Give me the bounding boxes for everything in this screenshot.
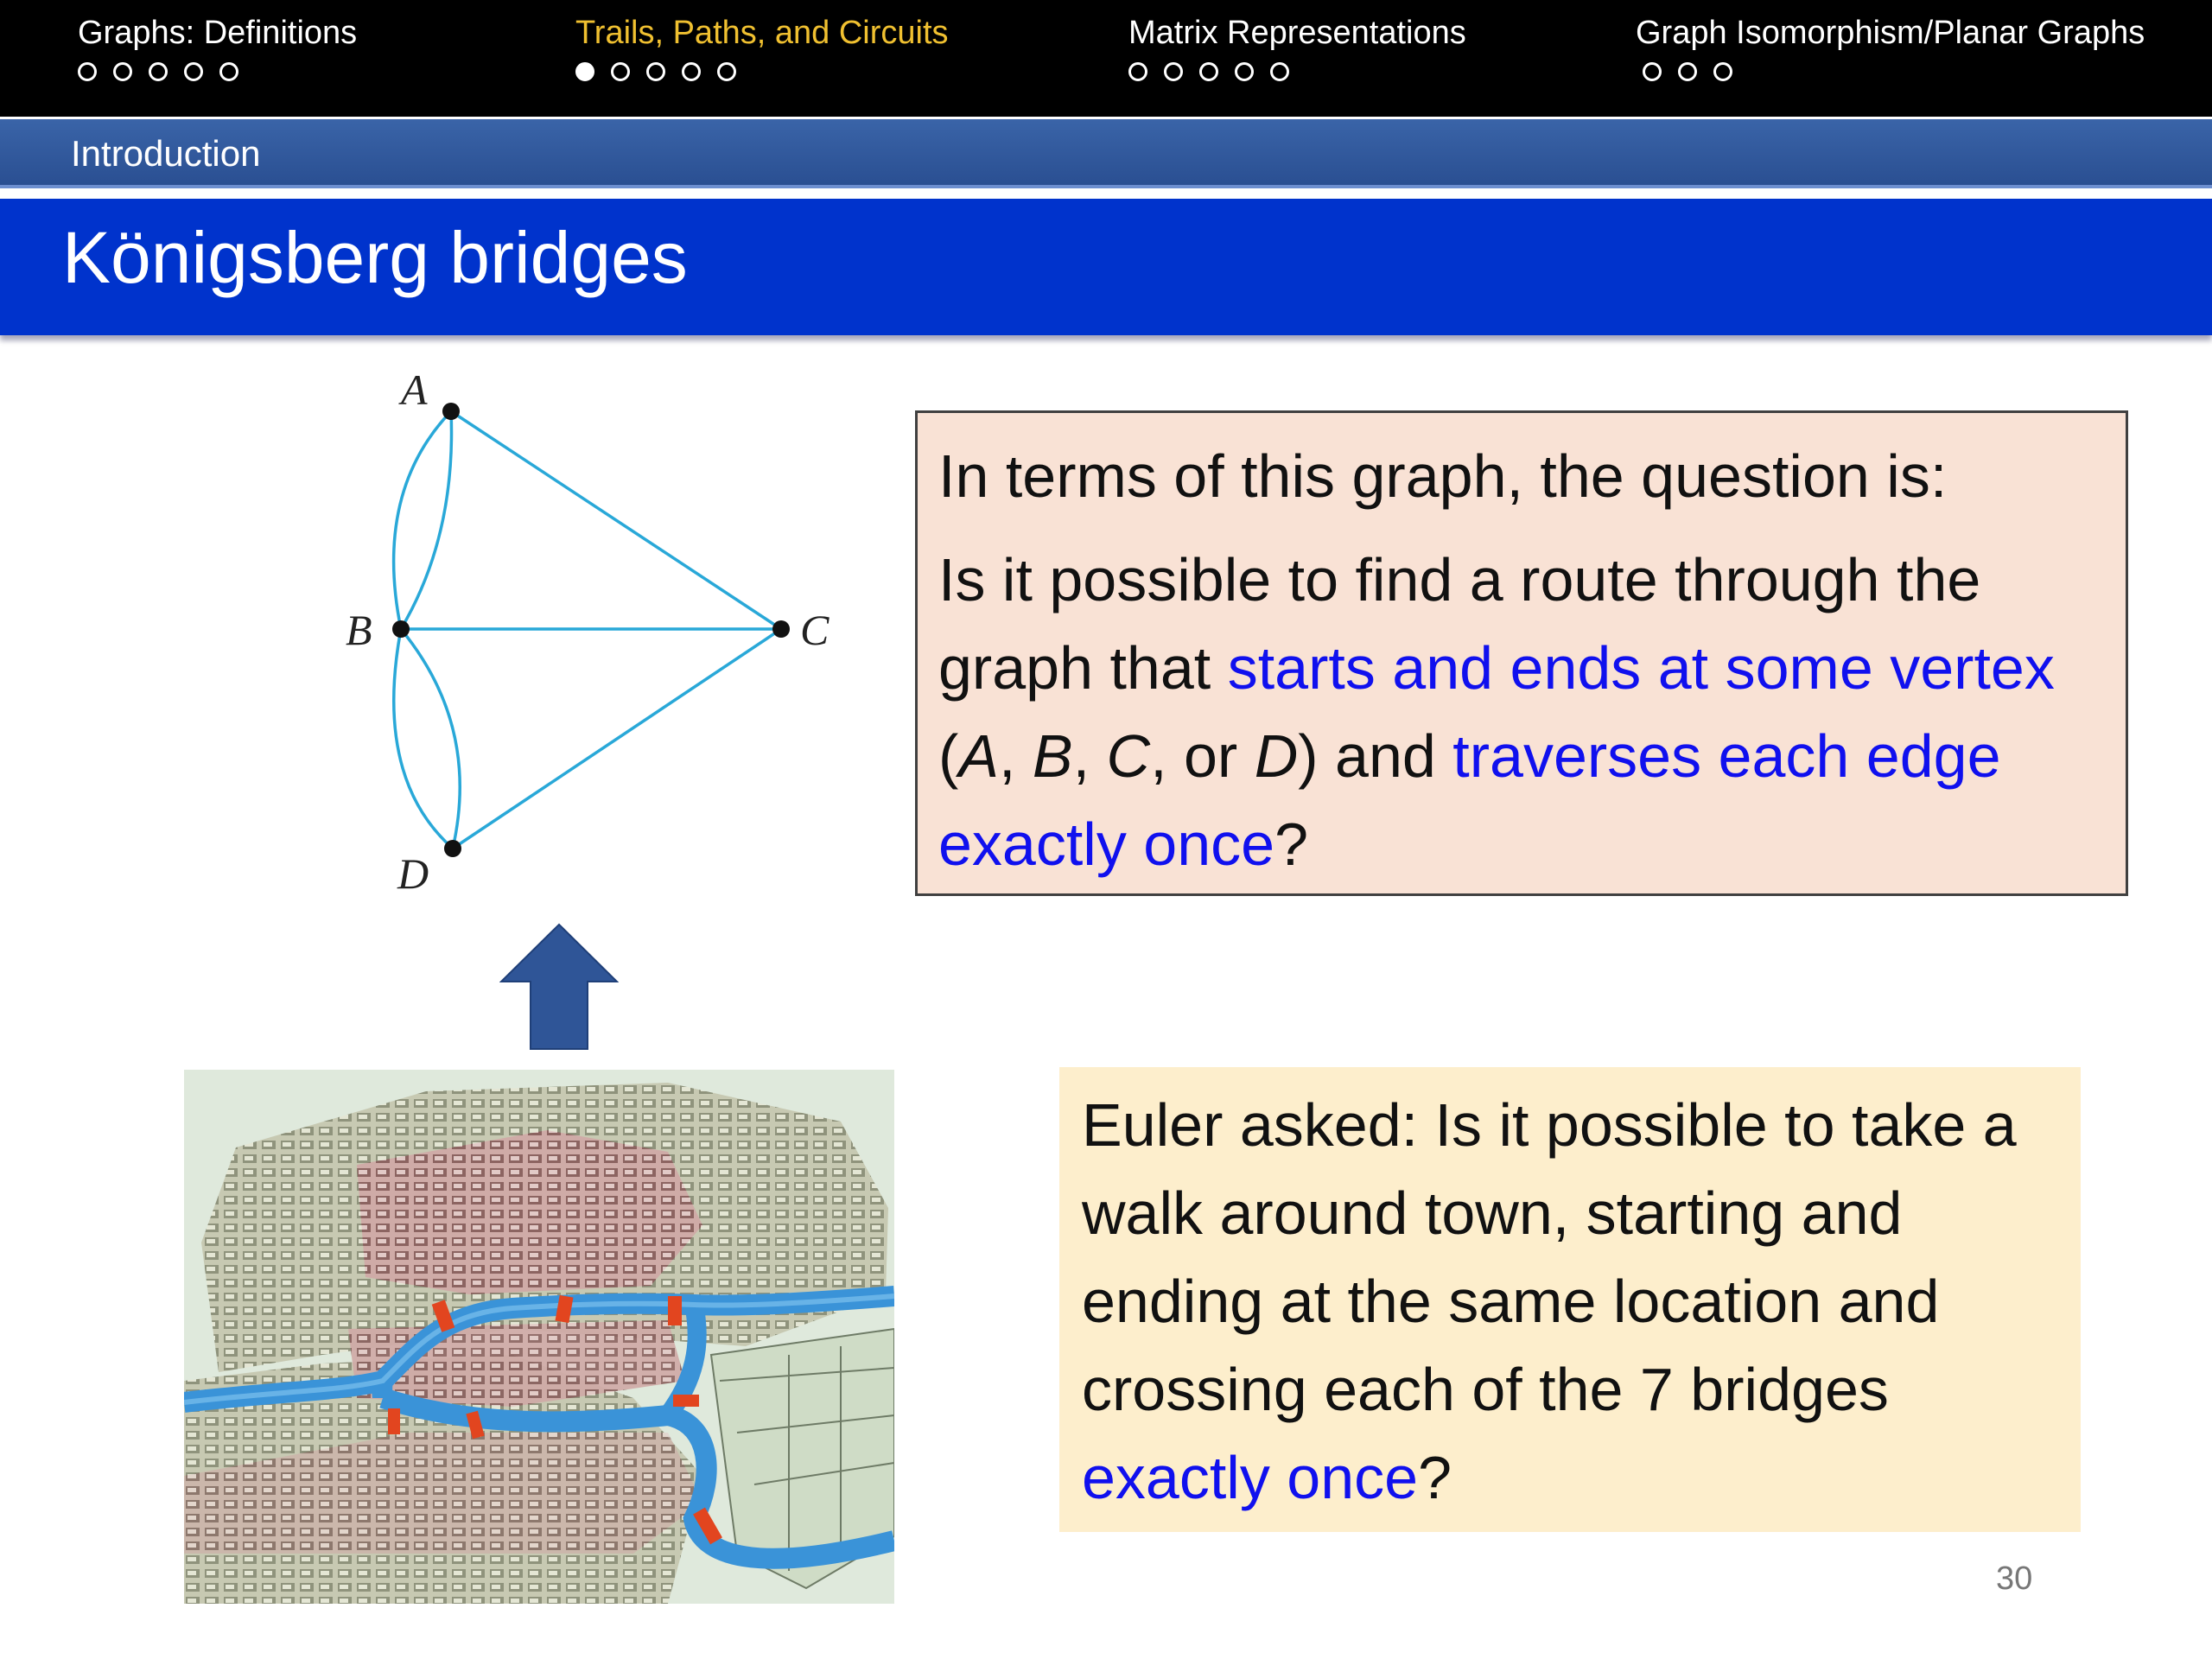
question-text-part: , (999, 722, 1033, 790)
konigsberg-map-image (184, 1070, 894, 1604)
nav-section-title[interactable]: Graphs: Definitions (78, 15, 358, 51)
edge-b-d-right (401, 629, 460, 849)
konigsberg-graph (328, 363, 864, 899)
vertex-ref-c: C (1106, 722, 1151, 790)
question-intro: In terms of this graph, the question is: (938, 442, 1948, 510)
euler-highlight-exactly-once: exactly once (1082, 1444, 1419, 1511)
question-text-part: , (1072, 722, 1107, 790)
nav-slide-dot[interactable] (1678, 62, 1697, 81)
nav-dots (1128, 62, 1466, 86)
nav-slide-dot[interactable] (1164, 62, 1183, 81)
vertex-label-b: B (346, 606, 372, 654)
nav-dots (78, 62, 357, 86)
nav-section-graph-isomorphism[interactable] (1636, 12, 2145, 86)
subsection-bar (0, 119, 2212, 188)
nav-slide-dot[interactable] (1199, 62, 1218, 81)
vertex-label-d: D (397, 849, 429, 898)
nav-slide-dot[interactable] (1270, 62, 1289, 81)
nav-slide-dot[interactable] (1235, 62, 1254, 81)
nav-section-matrix-representations[interactable] (1128, 12, 1466, 86)
nav-slide-dot[interactable] (646, 62, 665, 81)
vertex-ref-a: A (958, 722, 1000, 790)
page-number: 30 (1996, 1560, 2033, 1597)
slide-title: Königsberg bridges (62, 217, 688, 298)
up-arrow-icon (499, 923, 619, 1051)
nav-slide-dot[interactable] (1128, 62, 1147, 81)
edge-a-c (451, 411, 781, 629)
vertex-b (392, 620, 410, 638)
nav-section-trails-paths-circuits[interactable] (575, 12, 949, 86)
question-text-part: Is it possible to find a route through the graph that (938, 546, 1981, 702)
nav-section-title[interactable]: Matrix Representations (1128, 15, 1466, 51)
question-text-part: , or (1150, 722, 1255, 790)
nav-slide-dot[interactable] (575, 62, 594, 81)
nav-slide-dot[interactable] (717, 62, 736, 81)
nav-slide-dot[interactable] (1713, 62, 1732, 81)
nav-dots (575, 62, 949, 86)
nav-slide-dot[interactable] (149, 62, 168, 81)
question-highlight-each-edge: traverses each edge exactly once (938, 722, 2001, 878)
nav-section-title[interactable]: Trails, Paths, and Circuits (575, 15, 949, 51)
question-highlight-starts-ends: starts and ends at some vertex (1227, 634, 2055, 702)
vertex-label-a: A (401, 365, 428, 414)
vertex-label-c: C (800, 606, 830, 654)
edge-d-c (453, 629, 781, 849)
vertex-ref-b: B (1032, 722, 1073, 790)
nav-slide-dot[interactable] (611, 62, 630, 81)
vertex-a (442, 403, 460, 420)
euler-text-part: Euler asked: Is it possible to take a walk around town, starting and ending at the same location and crossing each of the 7 bridges (1082, 1091, 2017, 1423)
vertex-d (444, 840, 461, 857)
euler-text-part: ? (1418, 1444, 1452, 1511)
nav-slide-dot[interactable] (78, 62, 97, 81)
nav-slide-dot[interactable] (682, 62, 701, 81)
nav-slide-dot[interactable] (1643, 62, 1662, 81)
question-text-part: ? (1274, 810, 1309, 878)
nav-slide-dot[interactable] (184, 62, 203, 81)
nav-section-title[interactable]: Graph Isomorphism/Planar Graphs (1636, 15, 2145, 51)
title-bar (0, 199, 2212, 335)
question-text-part: ) and (1298, 722, 1453, 790)
question-text (938, 536, 2105, 888)
vertex-ref-d: D (1254, 722, 1299, 790)
nav-slide-dot[interactable] (219, 62, 238, 81)
question-box (915, 410, 2128, 896)
subsection-label: Introduction (71, 133, 261, 174)
euler-question-text (1082, 1081, 2058, 1522)
nav-dots (1636, 62, 2145, 86)
nav-slide-dot[interactable] (113, 62, 132, 81)
question-text-part: ( (938, 722, 959, 790)
nav-section-graphs-definitions[interactable] (78, 12, 357, 86)
euler-question-box (1059, 1067, 2081, 1532)
section-navigation (0, 0, 2212, 117)
vertex-c (772, 620, 790, 638)
